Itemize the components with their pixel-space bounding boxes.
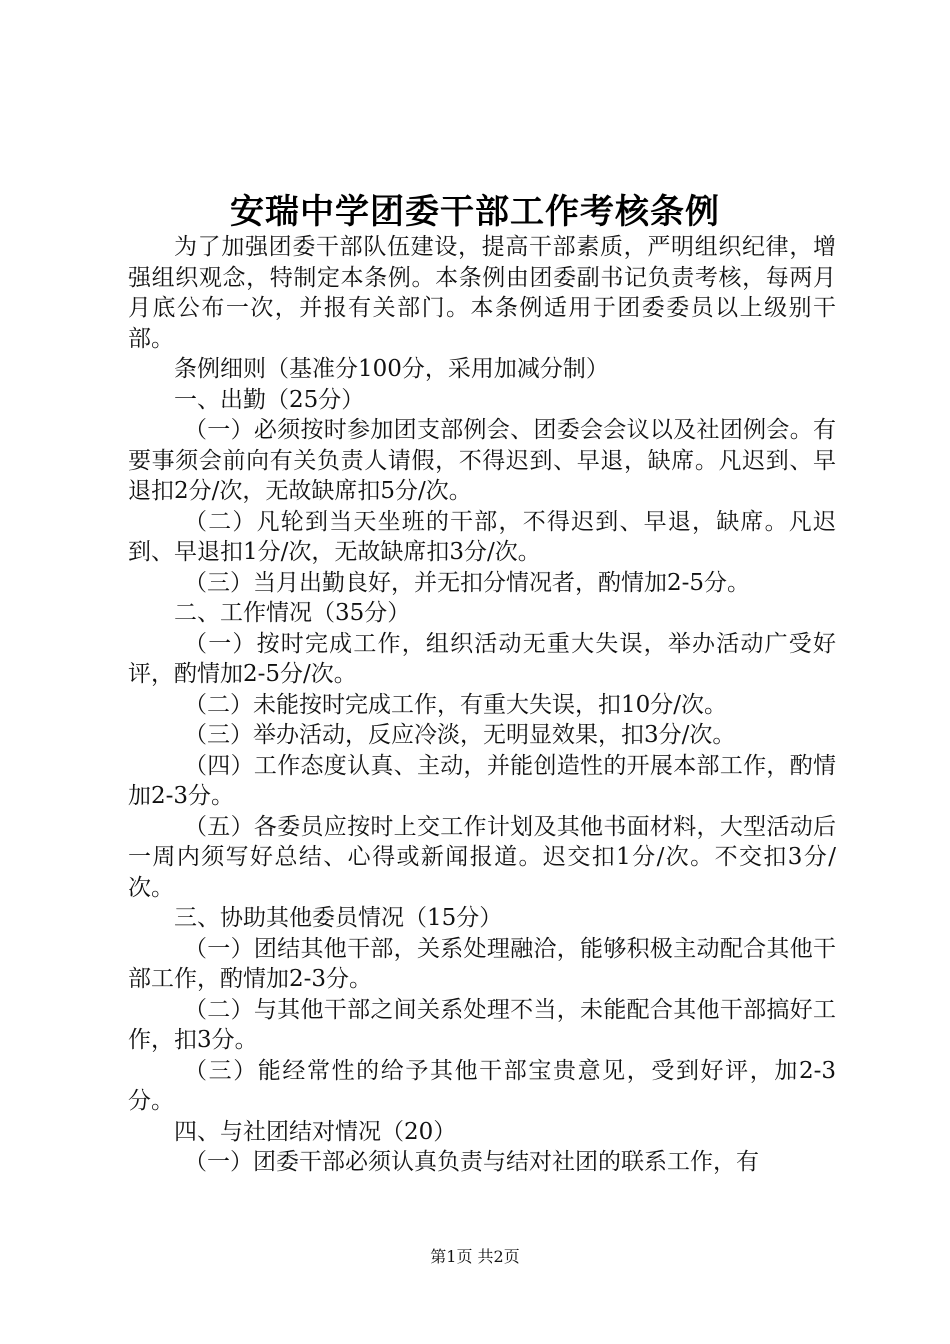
paragraph: （三）当月出勤良好，并无扣分情况者，酌情加2-5分。	[184, 569, 751, 596]
section-heading: 二、工作情况（35分）	[174, 600, 411, 626]
document-body	[128, 232, 836, 1178]
page-footer: 第1页 共2页	[430, 1247, 520, 1266]
paragraph: （三）能经常性的给予其他干部宝贵意见，受到好评，加2-3分。	[128, 1057, 836, 1114]
paragraph: 条例细则（基准分100分，采用加减分制）	[174, 356, 609, 382]
paragraph: （一）必须按时参加团支部例会、团委会会议以及社团例会。有要事须会前向有关负责人请假，不得迟到、早退，缺席。凡迟到、早退扣2分/次，无故缺席扣5分/次。	[128, 417, 836, 504]
paragraph: （一）按时完成工作，组织活动无重大失误，举办活动广受好评，酌情加2-5分/次。	[128, 630, 836, 687]
paragraph: （四）工作态度认真、主动，并能创造性的开展本部工作，酌情加2-3分。	[128, 752, 836, 809]
paragraph: （一）团结其他干部，关系处理融洽，能够积极主动配合其他干部工作，酌情加2-3分。	[128, 935, 836, 992]
section-heading: 三、协助其他委员情况（15分）	[174, 905, 503, 931]
section-heading: 四、与社团结对情况（20）	[174, 1118, 457, 1145]
section-heading: 一、出勤（25分）	[174, 386, 365, 413]
paragraph: 为了加强团委干部队伍建设，提高干部素质，严明组织纪律，增强组织观念，特制定本条例。本条例由团委副书记负责考核，每两月月底公布一次，并报有关部门。本条例适用于团委委员以上级别干部。	[128, 234, 836, 352]
paragraph: （二）与其他干部之间关系处理不当，未能配合其他干部搞好工作，扣3分。	[128, 996, 836, 1053]
paragraph: （五）各委员应按时上交工作计划及其他书面材料，大型活动后一周内须写好总结、心得或新闻报道。迟交扣1分/次。不交扣3分/次。	[128, 813, 836, 901]
paragraph: （一）团委干部必须认真负责与结对社团的联系工作，有	[184, 1149, 759, 1175]
document-title: 安瑞中学团委干部工作考核条例	[230, 192, 720, 232]
paragraph: （三）举办活动，反应冷淡，无明显效果，扣3分/次。	[184, 722, 736, 748]
paragraph: （二）未能按时完成工作，有重大失误，扣10分/次。	[184, 691, 728, 718]
paragraph: （二）凡轮到当天坐班的干部，不得迟到、早退，缺席。凡迟到、早退扣1分/次，无故缺席扣3分/次。	[128, 508, 836, 565]
